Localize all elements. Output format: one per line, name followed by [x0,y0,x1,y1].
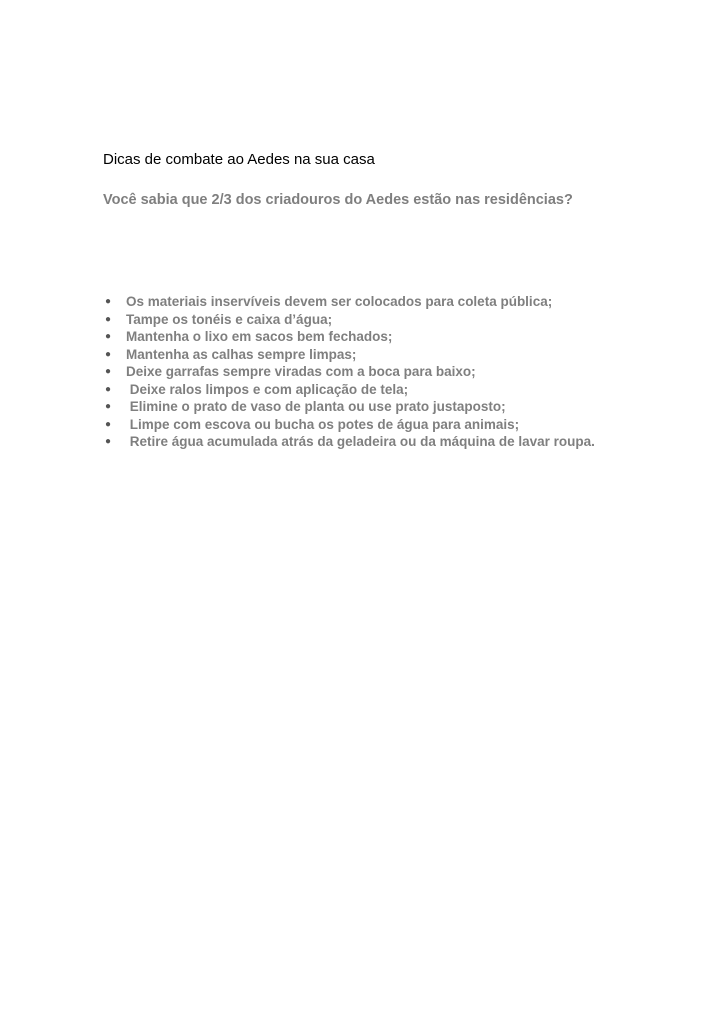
bullet-icon: ● [105,418,112,430]
tip-text: Deixe ralos limpos e com aplicação de tela; [126,381,409,397]
bullet-icon: ● [105,401,112,412]
list-item [103,328,603,346]
bullet-icon: ● [105,331,112,342]
list-item [103,311,603,329]
bullet-icon: ● [105,348,112,360]
document-title: Dicas de combate ao Aedes na sua casa [103,151,375,168]
tip-text: Deixe garrafas sempre viradas com a boca para baixo; [126,364,476,379]
bullet-icon: ● [105,366,112,377]
list-item [103,416,603,434]
list-item [103,346,603,364]
list-item [103,363,603,381]
tip-text: Tampe os tonéis e caixa d’água; [126,311,333,327]
tip-text: Elimine o prato de vaso de planta ou use prato justaposto; [126,399,506,414]
list-item [103,398,603,416]
list-item [103,381,603,399]
tips-list [103,293,603,451]
tip-text: Retire água acumulada atrás da geladeira ou da máquina de lavar roupa. [126,434,595,449]
tip-text: Mantenha o lixo em sacos bem fechados; [126,329,393,344]
bullet-icon: ● [105,383,112,395]
list-item [103,433,603,451]
tip-text: Os materiais inservíveis devem ser colocados para coleta pública; [126,294,553,309]
bullet-icon: ● [105,436,112,447]
bullet-icon: ● [105,296,112,307]
bullet-icon: ● [105,313,112,325]
document-subtitle: Você sabia que 2/3 dos criadouros do Aedes estão nas residências? [103,192,573,208]
tip-text: Mantenha as calhas sempre limpas; [126,346,357,362]
tip-text: Limpe com escova ou bucha os potes de água para animais; [126,416,520,432]
list-item [103,293,603,311]
